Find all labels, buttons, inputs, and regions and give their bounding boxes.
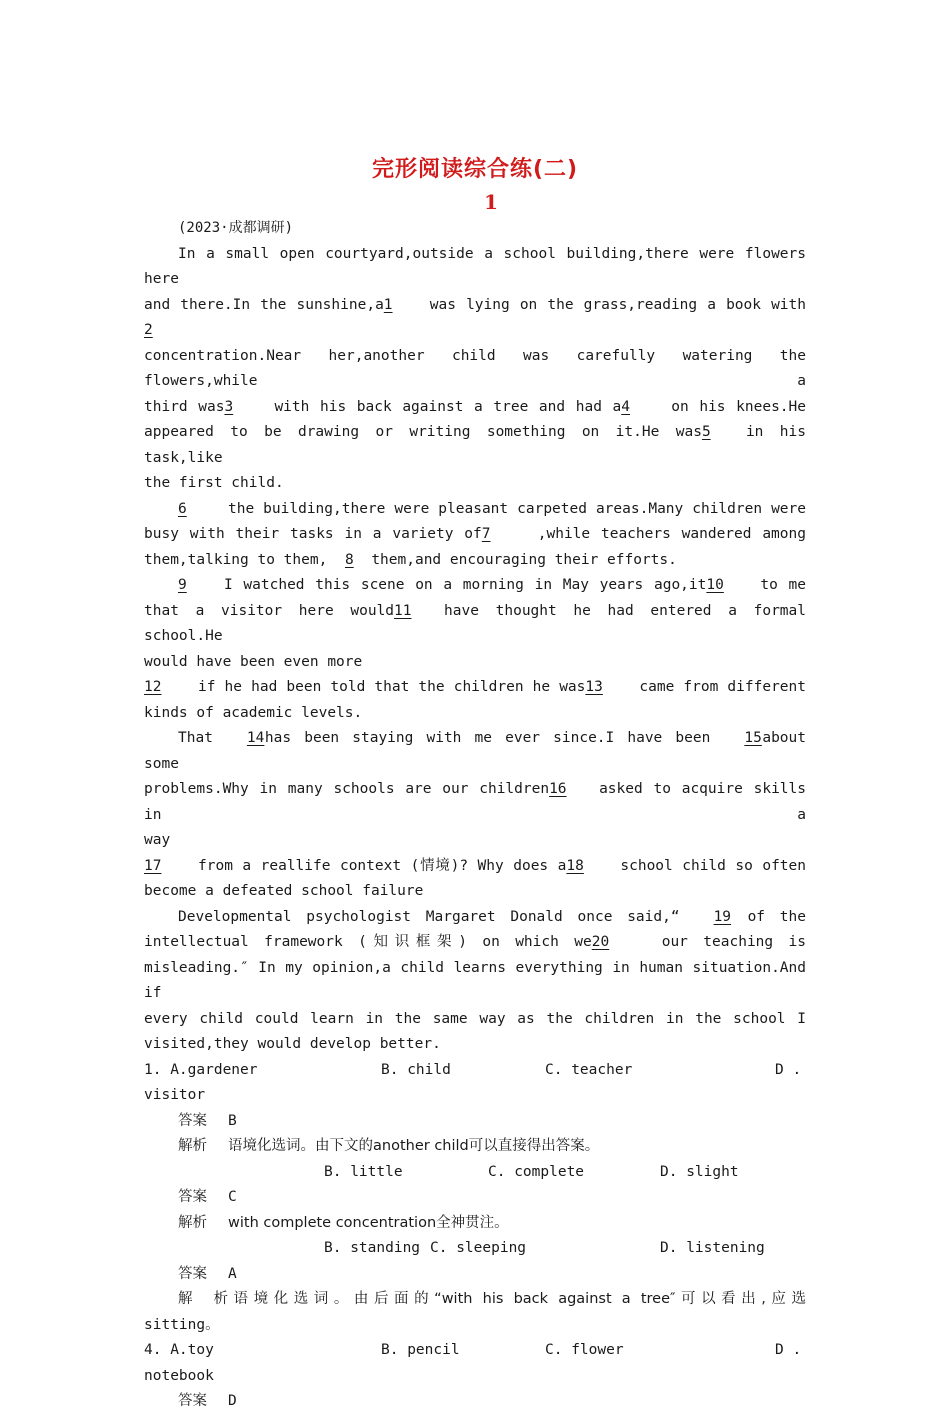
passage-line: intellectual framework (知识框架) on which we20 our teaching is	[144, 930, 806, 956]
answer-line: 答案 B	[178, 1112, 237, 1129]
option-d-continued: visitor	[144, 1087, 206, 1103]
passage-line: become a defeated school failure	[144, 883, 424, 899]
passage-line: visited,they would develop better.	[144, 1036, 441, 1052]
blank-16: 16	[549, 781, 567, 797]
blank-5: 5	[701, 424, 711, 440]
option-d-continued: notebook	[144, 1367, 214, 1384]
option-d: D. listening	[660, 1240, 765, 1256]
passage-line: would have been even more	[144, 653, 363, 670]
passage-line: and there.In the sunshine,a1 was lying on the grass,reading a book with2	[144, 293, 806, 344]
passage-line: Developmental psychologist Margaret Donald once said,“ 19 of the	[144, 905, 806, 931]
option-d: D. slight	[660, 1163, 739, 1180]
blank-2: 2	[144, 322, 153, 338]
passage-line: way	[144, 832, 171, 848]
blank-9: 9	[178, 577, 187, 593]
blank-15: 15	[744, 730, 762, 746]
option-d: D .	[775, 1061, 802, 1078]
document-body	[144, 216, 806, 1415]
blank-10: 10	[706, 577, 724, 593]
explanation-line: 解析语境化选词。由后面的“with his back against a tree″可以看出,应选	[178, 1291, 806, 1307]
answer-line: 答案 C	[178, 1189, 237, 1205]
blank-18: 18	[566, 857, 584, 874]
passage-line: third was3 with his back against a tree and had a4 on his knees.He	[144, 395, 806, 421]
option-c: C. sleeping	[430, 1240, 527, 1256]
passage-line: concentration.Near her,another child was carefully watering the flowers,while a	[144, 347, 806, 389]
passage-line: In a small open courtyard,outside a school building,there were flowers here	[144, 245, 806, 287]
blank-11: 11	[394, 602, 412, 619]
blank-6: 6	[178, 500, 187, 517]
option-d: D .	[775, 1342, 802, 1358]
passage-line: kinds of academic levels.	[144, 704, 363, 721]
answer-line: 答案 A	[178, 1265, 237, 1282]
option-b: B. standing	[324, 1240, 421, 1256]
page-title: 完形阅读综合练(二)	[371, 157, 579, 182]
passage-line: 6 the building,there were pleasant carpeted areas.Many children were	[144, 497, 806, 523]
passage-line: misleading.″ In my opinion,a child learns everything in human situation.And if	[144, 959, 806, 1001]
answer-line: 答案 D	[178, 1393, 237, 1409]
blank-7: 7	[481, 526, 491, 542]
blank-13: 13	[585, 679, 603, 695]
option-b: B. little	[324, 1163, 403, 1180]
passage-line: appeared to be drawing or writing something on it.He was5 in his task,like	[144, 420, 806, 471]
question-3-options	[144, 1236, 806, 1262]
passage-line: 12 if he had been told that the children he was13 came from different	[144, 675, 806, 701]
source-label: (2023·成都调研)	[178, 220, 294, 236]
option-c: C. complete	[488, 1163, 585, 1180]
option-c: C. teacher	[545, 1061, 633, 1078]
blank-14: 14	[246, 730, 265, 746]
option-a: 1. A.gardener	[144, 1061, 258, 1078]
option-a: 4. A.toy	[144, 1342, 214, 1358]
passage-line: 9 I watched this scene on a morning in May years ago,it10 to me	[144, 573, 806, 599]
passage-line: busy with their tasks in a variety of7 ,while teachers wandered among	[144, 522, 806, 548]
blank-3: 3	[224, 398, 234, 415]
passage-line: problems.Why in many schools are our children16 asked to acquire skills in a	[144, 777, 806, 828]
option-b: B. child	[381, 1061, 451, 1078]
question-2-options	[144, 1160, 806, 1186]
passage-line: that a visitor here would11 have thought he had entered a formal school.He	[144, 599, 806, 650]
explanation-line: 解析 with complete concentration全神贯注。	[178, 1214, 509, 1231]
passage-line: 17 from a reallife context (情境)? Why does a18 school child so often	[144, 854, 806, 880]
explanation-continued: sitting。	[144, 1316, 220, 1333]
explanation-line: 解析 语境化选词。由下文的another child可以直接得出答案。	[178, 1138, 600, 1154]
blank-17: 17	[144, 857, 162, 874]
question-1-options	[144, 1058, 806, 1084]
passage-line: them,talking to them, 8 them,and encouraging their efforts.	[144, 548, 806, 574]
blank-12: 12	[144, 679, 162, 695]
passage-line: the first child.	[144, 475, 284, 491]
option-b: B. pencil	[381, 1342, 460, 1358]
passage-line: That 14has been staying with me ever since.I have been 15about some	[144, 726, 806, 777]
blank-20: 20	[591, 934, 610, 950]
question-4-options	[144, 1338, 806, 1364]
section-number: 1	[484, 190, 498, 214]
blank-19: 19	[713, 908, 732, 925]
blank-8: 8	[344, 551, 354, 568]
passage-line: every child could learn in the same way as the children in the school I	[144, 1010, 806, 1027]
option-c: C. flower	[545, 1342, 624, 1358]
blank-1: 1	[383, 296, 393, 313]
blank-4: 4	[621, 398, 630, 415]
